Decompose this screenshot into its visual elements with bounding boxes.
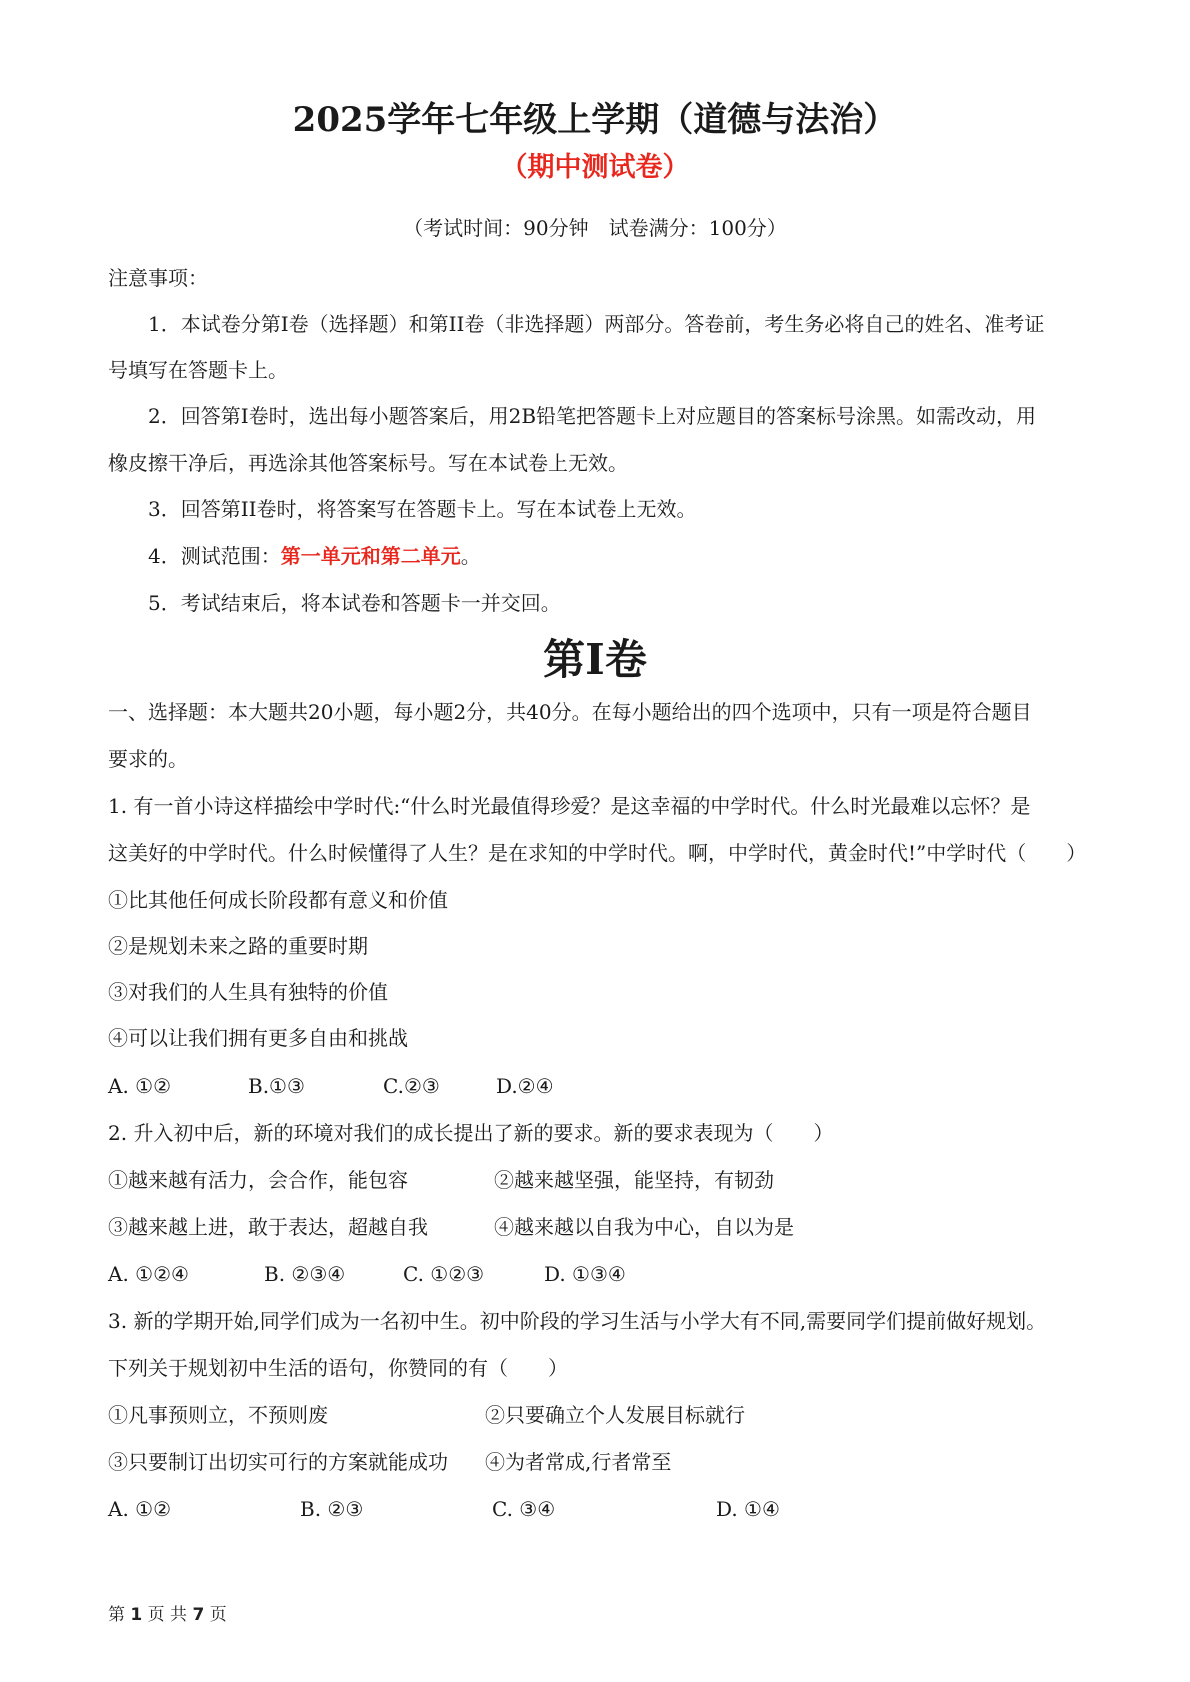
notes-heading: 注意事项： <box>108 266 208 290</box>
footer-pre: 第 <box>108 1605 125 1625</box>
q2-option-a: A. ①②④ <box>108 1262 189 1286</box>
q3-item-2: ②只要确立个人发展目标就行 <box>485 1403 745 1427</box>
exam-info: （考试时间：90分钟 试卷满分：100分） <box>403 216 787 240</box>
q1-option-b: B.①③ <box>248 1074 305 1098</box>
q2-item-1: ①越来越有活力，会合作，能包容 <box>108 1168 408 1192</box>
page-footer <box>108 1603 227 1627</box>
q2-option-b: B. ②③④ <box>264 1262 346 1286</box>
q2-option-c: C. ①②③ <box>403 1262 485 1286</box>
note-4-scope: 第一单元和第二单元 <box>280 544 461 568</box>
q1-option-d: D.②④ <box>496 1074 554 1098</box>
q3-item-3: ③只要制订出切实可行的方案就能成功 <box>108 1450 448 1474</box>
section-intro-line-2: 要求的。 <box>108 747 188 771</box>
q1-item-1: ①比其他任何成长阶段都有意义和价值 <box>108 888 448 912</box>
footer-page-number: 1 <box>130 1605 143 1625</box>
note-4-prefix: 4．测试范围： <box>148 544 281 568</box>
q1-item-4: ④可以让我们拥有更多自由和挑战 <box>108 1026 408 1050</box>
note-1-line-2: 号填写在答题卡上。 <box>108 358 288 382</box>
q3-stem-line-2: 下列关于规划初中生活的语句，你赞同的有（ ） <box>108 1356 568 1380</box>
q1-option-c: C.②③ <box>383 1074 440 1098</box>
exam-subtitle: （期中测试卷） <box>500 152 690 183</box>
section-title: 第I卷 <box>543 635 647 684</box>
q2-item-2: ②越来越坚强，能坚持，有韧劲 <box>494 1168 774 1192</box>
q3-option-d: D. ①④ <box>716 1497 780 1521</box>
footer-total-pages: 7 <box>192 1605 205 1625</box>
exam-title: 2025学年七年级上学期（道德与法治） <box>292 100 898 140</box>
q3-option-c: C. ③④ <box>492 1497 556 1521</box>
q1-stem-line-1: 1. 有一首小诗这样描绘中学时代:“什么时光最值得珍爱？是这幸福的中学时代。什么时光最难以忘怀？是 <box>108 794 1031 818</box>
footer-post: 页 <box>209 1605 227 1625</box>
q3-option-a: A. ①② <box>108 1497 172 1521</box>
q1-stem-line-2: 这美好的中学时代。什么时候懂得了人生？是在求知的中学时代。啊，中学时代，黄金时代!”中学时代（ ） <box>108 841 1087 865</box>
q2-item-4: ④越来越以自我为中心，自以为是 <box>494 1215 794 1239</box>
q1-option-a: A. ①② <box>108 1074 172 1098</box>
q1-item-2: ②是规划未来之路的重要时期 <box>108 934 368 958</box>
note-2-line-1: 2．回答第I卷时，选出每小题答案后，用2B铅笔把答题卡上对应题目的答案标号涂黑。如需改动，用 <box>148 404 1037 428</box>
q2-stem: 2. 升入初中后，新的环境对我们的成长提出了新的要求。新的要求表现为（ ） <box>108 1121 834 1145</box>
q3-item-4: ④为者常成,行者常至 <box>485 1450 672 1474</box>
note-4-suffix: 。 <box>460 544 481 568</box>
section-intro-line-1: 一、选择题：本大题共20小题，每小题2分，共40分。在每小题给出的四个选项中，只有一项是符合题目 <box>108 700 1032 724</box>
note-2-line-2: 橡皮擦干净后，再选涂其他答案标号。写在本试卷上无效。 <box>108 451 628 475</box>
q3-stem-line-1: 3. 新的学期开始,同学们成为一名初中生。初中阶段的学习生活与小学大有不同,需要同学们提前做好规划。 <box>108 1309 1047 1333</box>
note-1-line-1: 1．本试卷分第I卷（选择题）和第II卷（非选择题）两部分。答卷前，考生务必将自己的姓名、准考证 <box>148 312 1045 336</box>
q3-item-1: ①凡事预则立，不预则废 <box>108 1403 328 1427</box>
q2-option-d: D. ①③④ <box>544 1262 626 1286</box>
note-5: 5．考试结束后，将本试卷和答题卡一并交回。 <box>148 591 561 615</box>
q1-item-3: ③对我们的人生具有独特的价值 <box>108 980 388 1004</box>
note-4 <box>148 541 1088 571</box>
note-3: 3．回答第II卷时，将答案写在答题卡上。写在本试卷上无效。 <box>148 497 697 521</box>
q3-option-b: B. ②③ <box>300 1497 364 1521</box>
q2-item-3: ③越来越上进，敢于表达，超越自我 <box>108 1215 428 1239</box>
footer-mid: 页 共 <box>147 1605 188 1625</box>
